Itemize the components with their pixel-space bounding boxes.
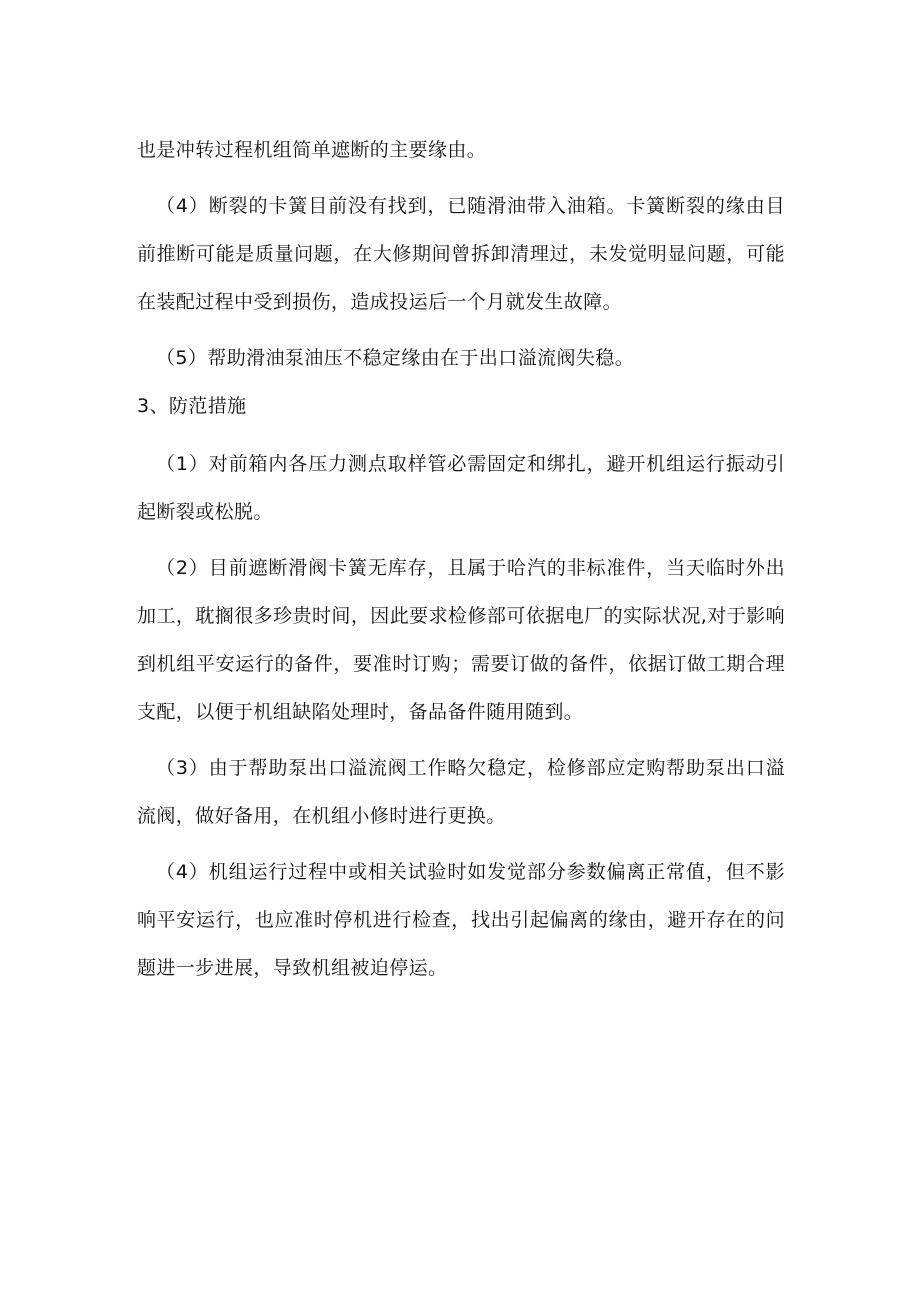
- measure-item-1: （1）对前箱内各压力测点取样管必需固定和绑扎，避开机组运行振动引起断裂或松脱。: [137, 453, 785, 523]
- measure-item-2: （2）目前遮断滑阀卡簧无库存，且属于哈汽的非标准件，当天临时外出加工，耽搁很多珍贵时间，因此要求检修部可依据电厂的实际状况,对于影响到机组平安运行的备件，要准时订购；需要订做的备件，依据订做工期合理支配，以便于机组缺陷处理时，备品备件随用随到。: [137, 557, 785, 723]
- paragraph-item-5: （5）帮助滑油泵油压不稳定缘由在于出口溢流阀失稳。: [156, 347, 635, 369]
- measure-item-3: （3）由于帮助泵出口溢流阀工作略欠稳定，检修部应定购帮助泵出口溢流阀，做好备用，在机组小修时进行更换。: [137, 757, 785, 827]
- section-heading: 3、防范措施: [137, 395, 247, 417]
- document-body: [137, 126, 785, 992]
- paragraph-item-4: （4）断裂的卡簧目前没有找到，已随滑油带入油箱。卡簧断裂的缘由目前推断可能是质量问题，在大修期间曾拆卸清理过，未发觉明显问题，可能在装配过程中受到损伤，造成投运后一个月就发生故障。: [137, 195, 785, 313]
- measure-item-4: （4）机组运行过程中或相关试验时如发觉部分参数偏离正常值，但不影响平安运行，也应准时停机进行检查，找出引起偏离的缘由，避开存在的问题进一步进展，导致机组被迫停运。: [137, 861, 785, 979]
- paragraph-continuation: 也是冲转过程机组简单遮断的主要缘由。: [137, 139, 487, 161]
